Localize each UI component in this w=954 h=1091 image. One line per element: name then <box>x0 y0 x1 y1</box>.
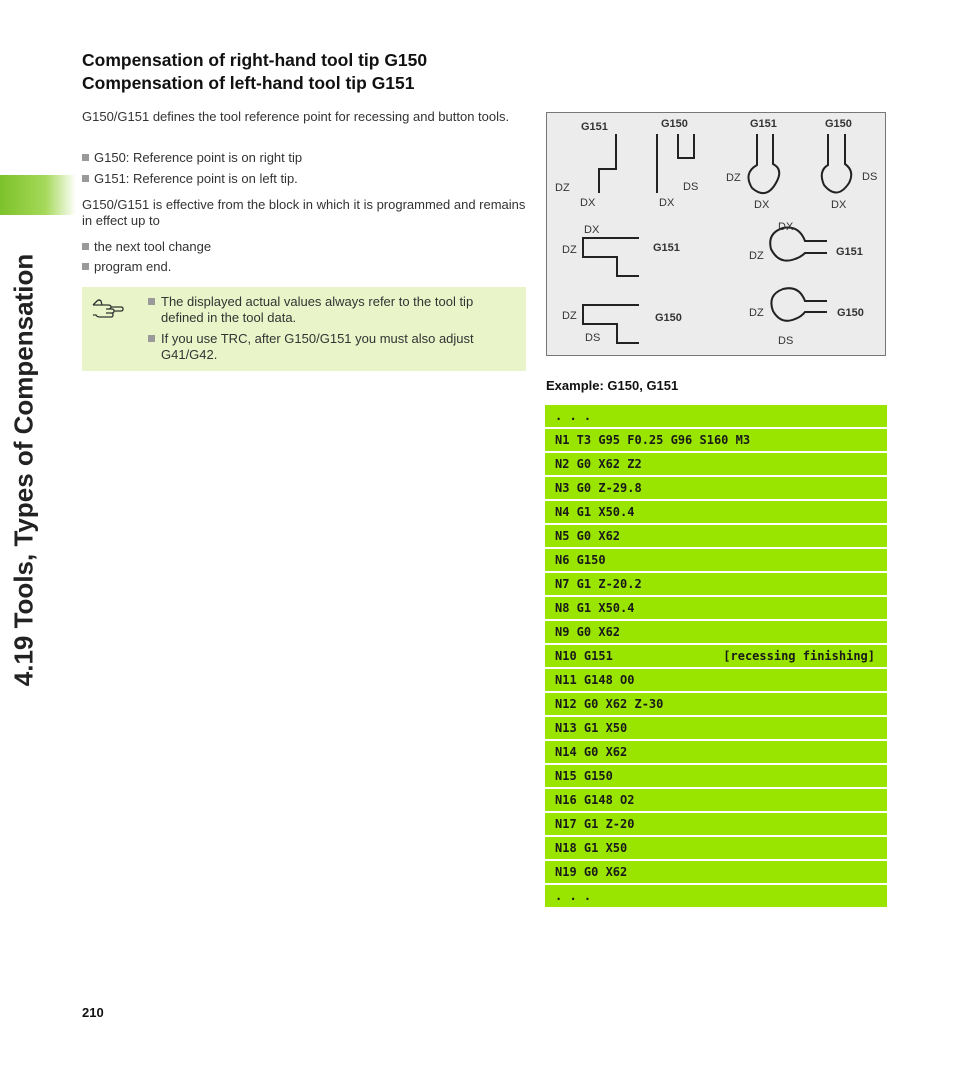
code-line <box>545 693 887 715</box>
code-text: N9 G0 X62 <box>555 625 621 639</box>
code-line <box>545 669 887 691</box>
code-line <box>545 453 887 475</box>
pointing-hand-icon <box>92 297 124 319</box>
code-text: N13 G1 X50 <box>555 721 628 735</box>
label-dz: DZ <box>749 307 764 319</box>
code-text: N17 G1 Z-20 <box>555 817 635 831</box>
note-item <box>148 331 518 363</box>
label-g150: G150 <box>837 307 864 319</box>
code-text: N16 G148 O2 <box>555 793 635 807</box>
bullet-item <box>82 239 211 255</box>
code-text: N2 G0 X62 Z2 <box>555 457 642 471</box>
code-text: N7 G1 Z-20.2 <box>555 577 642 591</box>
code-line <box>545 477 887 499</box>
section-heading <box>82 49 532 95</box>
label-dz: DZ <box>562 244 577 256</box>
intro-paragraph: G150/G151 defines the tool reference point for recessing and button tools. <box>82 109 510 124</box>
code-text: N12 G0 X62 Z-30 <box>555 697 664 711</box>
code-line <box>545 573 887 595</box>
code-line <box>545 501 887 523</box>
heading-line-1: Compensation of right-hand tool tip G150 <box>82 50 428 70</box>
code-comment: [recessing finishing] <box>723 649 875 663</box>
code-line <box>545 789 887 811</box>
code-line <box>545 765 887 787</box>
label-dz: DZ <box>555 182 570 194</box>
bullet-square-icon <box>82 154 89 161</box>
note-text: The displayed actual values always refer to the tool tip defined in the tool data. <box>161 294 474 325</box>
bullet-item <box>82 171 298 187</box>
label-g150: G150 <box>655 312 682 324</box>
label-dx: DX <box>580 197 596 209</box>
label-dz: DZ <box>726 172 741 184</box>
note-text: If you use TRC, after G150/G151 you must also adjust G41/G42. <box>161 331 474 362</box>
bullet-item <box>82 259 171 275</box>
label-dx: DX <box>831 199 847 211</box>
bullet-item <box>82 150 302 166</box>
label-g151: G151 <box>581 121 608 133</box>
code-line <box>545 405 887 427</box>
bullet-square-icon <box>82 243 89 250</box>
code-text: N5 G0 X62 <box>555 529 621 543</box>
code-line <box>545 837 887 859</box>
label-dz: DZ <box>749 250 764 262</box>
label-g150: G150 <box>661 118 688 130</box>
bullet-text: the next tool change <box>94 239 212 254</box>
code-text: N8 G1 X50.4 <box>555 601 635 615</box>
code-line <box>545 621 887 643</box>
bullet-text: G151: Reference point is on left tip. <box>94 171 298 186</box>
code-line <box>545 525 887 547</box>
bullet-square-icon <box>148 298 155 305</box>
code-line <box>545 885 887 907</box>
heading-line-2: Compensation of left-hand tool tip G151 <box>82 73 415 93</box>
bullet-text: G150: Reference point is on right tip <box>94 150 303 165</box>
label-g151: G151 <box>653 242 680 254</box>
chapter-side-title-text: 4.19 Tools, Types of Compensation <box>8 253 39 687</box>
label-g151: G151 <box>836 246 863 258</box>
effect-paragraph: G150/G151 is effective from the block in which it is programmed and remains in effect up to <box>82 197 526 228</box>
label-ds: DS <box>778 335 794 347</box>
example-label: Example: G150, G151 <box>546 378 679 393</box>
label-dx: DX <box>584 224 600 236</box>
label-ds: DS <box>862 171 878 183</box>
label-dx: DX <box>754 199 770 211</box>
code-line <box>545 645 887 667</box>
code-line <box>545 861 887 883</box>
code-text: N1 T3 G95 F0.25 G96 S160 M3 <box>555 433 751 447</box>
code-text: N10 G151 <box>555 649 613 663</box>
code-text: N14 G0 X62 <box>555 745 628 759</box>
code-text: N11 G148 O0 <box>555 673 635 687</box>
code-text: N19 G0 X62 <box>555 865 628 879</box>
label-dx: DX <box>778 221 794 233</box>
code-text: N18 G1 X50 <box>555 841 628 855</box>
code-text: N4 G1 X50.4 <box>555 505 635 519</box>
code-text: N15 G150 <box>555 769 613 783</box>
code-line <box>545 813 887 835</box>
bullet-square-icon <box>82 263 89 270</box>
code-line <box>545 429 887 451</box>
bullet-square-icon <box>82 175 89 182</box>
label-g151: G151 <box>750 118 777 130</box>
chapter-tab-marker <box>0 175 76 215</box>
label-g150: G150 <box>825 118 852 130</box>
tool-tip-diagram-svg <box>547 113 887 357</box>
code-line <box>545 717 887 739</box>
page-number: 210 <box>82 1005 104 1020</box>
label-dz: DZ <box>562 310 577 322</box>
label-ds: DS <box>683 181 699 193</box>
bullet-square-icon <box>148 335 155 342</box>
code-text: . . . <box>555 889 592 903</box>
note-item <box>148 294 518 326</box>
code-text: N6 G150 <box>555 553 606 567</box>
label-dx: DX <box>659 197 675 209</box>
bullet-text: program end. <box>94 259 172 274</box>
note-box <box>82 287 526 371</box>
code-text: . . . <box>555 409 592 423</box>
code-line <box>545 549 887 571</box>
code-text: N3 G0 Z-29.8 <box>555 481 642 495</box>
tool-tip-diagram <box>546 112 886 356</box>
label-ds: DS <box>585 332 601 344</box>
code-line <box>545 597 887 619</box>
code-line <box>545 741 887 763</box>
